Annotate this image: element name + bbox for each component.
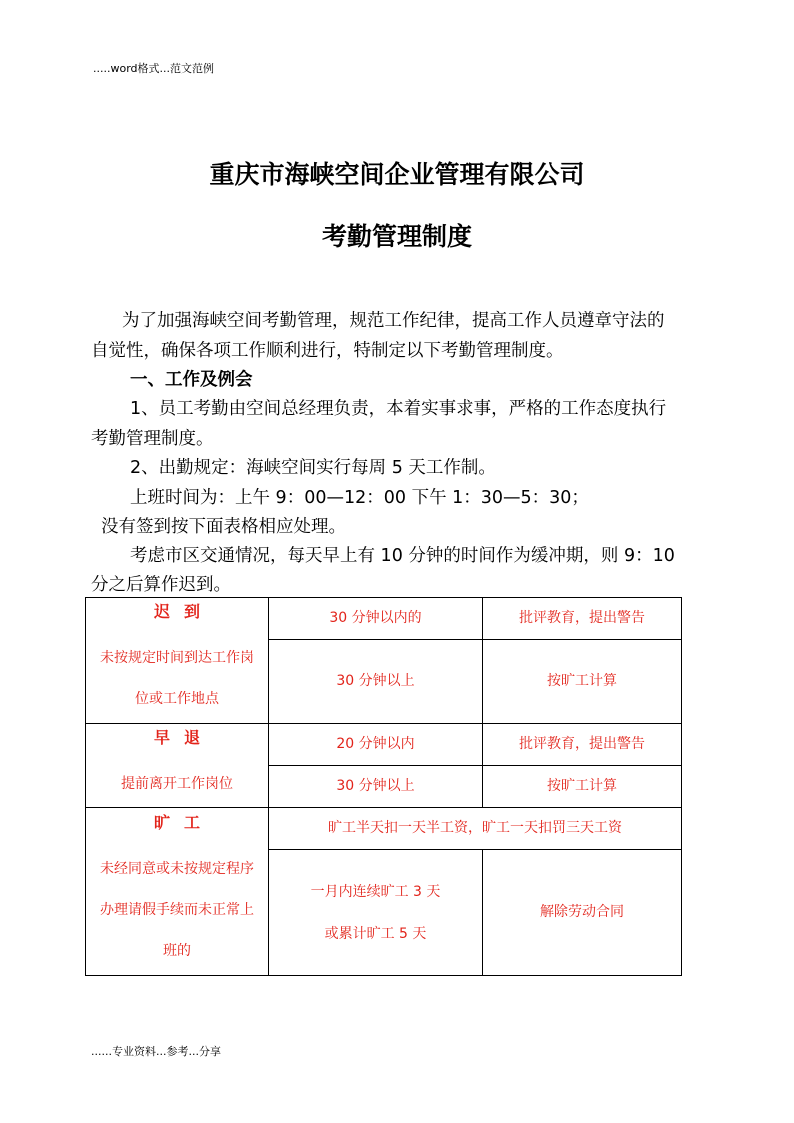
- late-desc-line-1: 未按规定时间到达工作岗: [100, 650, 254, 666]
- header-note: .....word格式...范文范例: [93, 62, 215, 75]
- early-title: 早退: [153, 727, 214, 747]
- late-row1-condition: 30 分钟以内的: [269, 598, 483, 640]
- absent-row2-action: 解除劳动合同: [483, 850, 682, 976]
- early-row2-condition: 30 分钟以上: [269, 766, 483, 808]
- buffer-line-1: 考虑市区交通情况，每天早上有 10 分钟的时间作为缓冲期，则 9：10: [130, 546, 675, 566]
- document-title: 考勤管理制度: [321, 222, 472, 251]
- early-desc: 提前离开工作岗位: [121, 775, 233, 792]
- absent-desc-line-3: 班的: [163, 942, 191, 959]
- absent-desc-line-2: 办理请假手续而未正常上: [100, 901, 254, 918]
- late-desc-line-2: 位或工作地点: [135, 691, 219, 707]
- item-2: 2、出勤规定：海峡空间实行每周 5 天工作制。: [130, 458, 496, 478]
- late-row2-action: 按旷工计算: [483, 640, 682, 724]
- absent-row2-condition: [269, 850, 483, 976]
- late-row1-action: 批评教育，提出警告: [483, 598, 682, 640]
- buffer-line-2: 分之后算作迟到。: [91, 575, 231, 595]
- work-hours: 上班时间为：上午 9：00—12：00 下午 1：30—5：30；: [130, 488, 589, 508]
- absent-cond-line-1: 一月内连续旷工 3 天: [310, 883, 441, 900]
- intro-line-1: 为了加强海峡空间考勤管理，规范工作纪律，提高工作人员遵章守法的: [122, 311, 665, 331]
- absent-desc-line-1: 未经同意或未按规定程序: [100, 860, 254, 877]
- attendance-rules-table: [85, 597, 682, 976]
- item-1-line-2: 考勤管理制度。: [91, 429, 214, 449]
- intro-line-2: 自觉性，确保各项工作顺利进行，特制定以下考勤管理制度。: [91, 341, 564, 361]
- early-row1-action: 批评教育，提出警告: [483, 724, 682, 766]
- absent-title: 旷工: [153, 812, 214, 832]
- footer-note: ......专业资料...参考...分享: [91, 1045, 221, 1058]
- late-row2-condition: 30 分钟以上: [269, 640, 483, 724]
- early-row1-condition: 20 分钟以内: [269, 724, 483, 766]
- item-1-line-1: 1、员工考勤由空间总经理负责，本着实事求事，严格的工作态度执行: [130, 399, 667, 419]
- absent-category-cell: [86, 808, 269, 976]
- company-title: 重庆市海峡空间企业管理有限公司: [209, 160, 585, 189]
- no-signin-note: 没有签到按下面表格相应处理。: [101, 517, 346, 537]
- absent-cond-line-2: 或累计旷工 5 天: [324, 925, 427, 942]
- late-category-cell: [86, 598, 269, 724]
- early-category-cell: [86, 724, 269, 808]
- early-row2-action: 按旷工计算: [483, 766, 682, 808]
- late-title: 迟到: [153, 602, 214, 621]
- absent-row1-rule: 旷工半天扣一天半工资，旷工一天扣罚三天工资: [269, 808, 682, 850]
- section-heading: 一、工作及例会: [130, 370, 253, 390]
